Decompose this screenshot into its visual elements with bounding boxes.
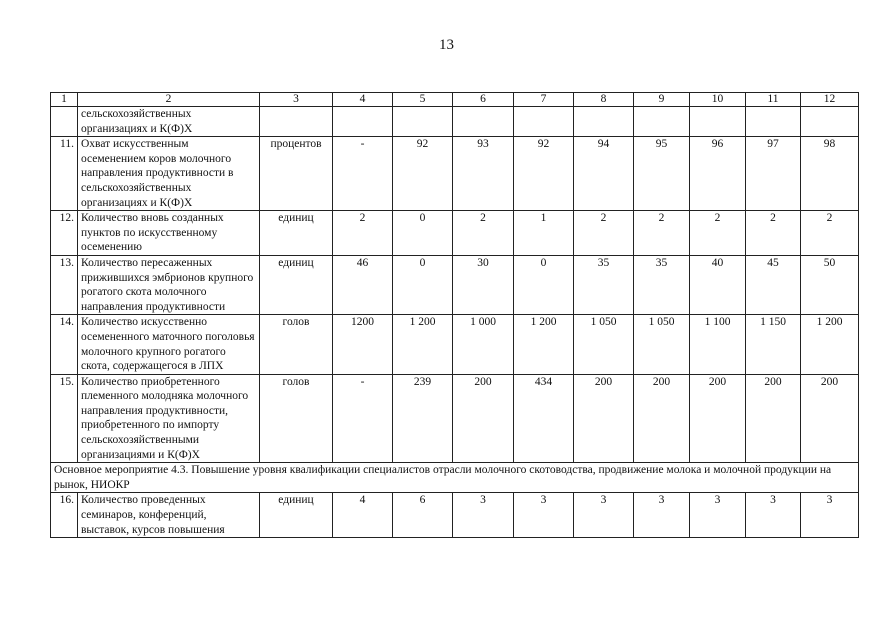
value-cell [574, 107, 634, 137]
header-cell: 11 [746, 93, 801, 107]
value-cell: 4 [333, 493, 393, 538]
value-cell: 95 [634, 137, 690, 211]
value-cell: 2 [690, 211, 746, 256]
value-cell: 98 [801, 137, 859, 211]
indicator-name-cell: сельскохозяйственных организациях и К(Ф)Х [78, 107, 260, 137]
value-cell: 1 200 [393, 315, 453, 374]
value-cell: 92 [514, 137, 574, 211]
value-cell [514, 107, 574, 137]
value-cell: 35 [634, 255, 690, 314]
value-cell: 2 [333, 211, 393, 256]
header-row [51, 93, 859, 107]
value-cell [746, 107, 801, 137]
table-row [51, 137, 859, 211]
table-row [51, 315, 859, 374]
value-cell: 46 [333, 255, 393, 314]
value-cell: 3 [453, 493, 514, 538]
value-cell: 40 [690, 255, 746, 314]
table-row [51, 374, 859, 463]
value-cell: 1200 [333, 315, 393, 374]
value-cell: 50 [801, 255, 859, 314]
unit-cell: единиц [260, 255, 333, 314]
value-cell: - [333, 374, 393, 463]
value-cell: 2 [574, 211, 634, 256]
value-cell [801, 107, 859, 137]
row-number-cell: 16. [51, 493, 78, 538]
value-cell: 1 050 [574, 315, 634, 374]
value-cell [333, 107, 393, 137]
header-cell: 2 [78, 93, 260, 107]
value-cell: 3 [801, 493, 859, 538]
value-cell: 200 [574, 374, 634, 463]
continuation-row [51, 107, 859, 137]
section-row [51, 463, 859, 493]
header-cell: 6 [453, 93, 514, 107]
value-cell: 2 [746, 211, 801, 256]
table-row [51, 211, 859, 256]
value-cell: 1 200 [514, 315, 574, 374]
value-cell: 3 [634, 493, 690, 538]
value-cell: - [333, 137, 393, 211]
value-cell: 200 [690, 374, 746, 463]
indicator-name-cell: Количество приобретенного племенного молодняка молочного направления продуктивности, приобретенного по импорту сельскохозяйственными организациями и К(Ф)Х [78, 374, 260, 463]
value-cell: 3 [690, 493, 746, 538]
value-cell: 3 [746, 493, 801, 538]
value-cell: 3 [514, 493, 574, 538]
value-cell: 1 150 [746, 315, 801, 374]
value-cell: 92 [393, 137, 453, 211]
value-cell: 45 [746, 255, 801, 314]
value-cell: 1 200 [801, 315, 859, 374]
header-cell: 7 [514, 93, 574, 107]
value-cell [453, 107, 514, 137]
value-cell: 0 [393, 211, 453, 256]
page-number: 13 [439, 37, 454, 53]
indicator-name-cell: Охват искусственным осеменением коров молочного направления продуктивности в сельскохозяйственных организациях и К(Ф)Х [78, 137, 260, 211]
header-cell: 8 [574, 93, 634, 107]
row-number-cell: 11. [51, 137, 78, 211]
row-number-cell: 15. [51, 374, 78, 463]
value-cell: 1 100 [690, 315, 746, 374]
value-cell: 200 [634, 374, 690, 463]
value-cell [634, 107, 690, 137]
section-title: Основное мероприятие 4.3. Повышение уровня квалификации специалистов отрасли молочного скотоводства, продвижение молока и молочной продукции на рынок, НИОКР [51, 463, 859, 493]
value-cell: 200 [453, 374, 514, 463]
value-cell: 30 [453, 255, 514, 314]
value-cell: 1 [514, 211, 574, 256]
value-cell: 2 [453, 211, 514, 256]
indicator-name-cell: Количество пересаженных прижившихся эмбрионов крупного рогатого скота молочного направления продуктивности [78, 255, 260, 314]
value-cell [393, 107, 453, 137]
indicator-name-cell: Количество вновь созданных пунктов по искусственному осеменению [78, 211, 260, 256]
row-number-cell: 13. [51, 255, 78, 314]
header-cell: 5 [393, 93, 453, 107]
value-cell: 1 050 [634, 315, 690, 374]
unit-cell: единиц [260, 493, 333, 538]
header-cell: 10 [690, 93, 746, 107]
value-cell: 94 [574, 137, 634, 211]
row-number-cell: 12. [51, 211, 78, 256]
indicator-name-cell: Количество искусственно осемененного маточного поголовья молочного крупного рогатого скота, содержащегося в ЛПХ [78, 315, 260, 374]
unit-cell: голов [260, 374, 333, 463]
unit-cell [260, 107, 333, 137]
value-cell: 2 [634, 211, 690, 256]
unit-cell: процентов [260, 137, 333, 211]
table-row [51, 493, 859, 538]
value-cell [690, 107, 746, 137]
header-cell: 1 [51, 93, 78, 107]
value-cell: 200 [801, 374, 859, 463]
value-cell: 200 [746, 374, 801, 463]
value-cell: 2 [801, 211, 859, 256]
header-cell: 12 [801, 93, 859, 107]
value-cell: 3 [574, 493, 634, 538]
row-number-cell: 14. [51, 315, 78, 374]
indicators-table [50, 92, 859, 538]
value-cell: 93 [453, 137, 514, 211]
value-cell: 0 [514, 255, 574, 314]
value-cell: 96 [690, 137, 746, 211]
row-number-cell [51, 107, 78, 137]
value-cell: 6 [393, 493, 453, 538]
header-cell: 4 [333, 93, 393, 107]
table-row [51, 255, 859, 314]
unit-cell: голов [260, 315, 333, 374]
header-cell: 9 [634, 93, 690, 107]
value-cell: 434 [514, 374, 574, 463]
indicator-name-cell: Количество проведенных семинаров, конференций, выставок, курсов повышения [78, 493, 260, 538]
value-cell: 0 [393, 255, 453, 314]
value-cell: 1 000 [453, 315, 514, 374]
header-cell: 3 [260, 93, 333, 107]
value-cell: 97 [746, 137, 801, 211]
value-cell: 35 [574, 255, 634, 314]
value-cell: 239 [393, 374, 453, 463]
unit-cell: единиц [260, 211, 333, 256]
